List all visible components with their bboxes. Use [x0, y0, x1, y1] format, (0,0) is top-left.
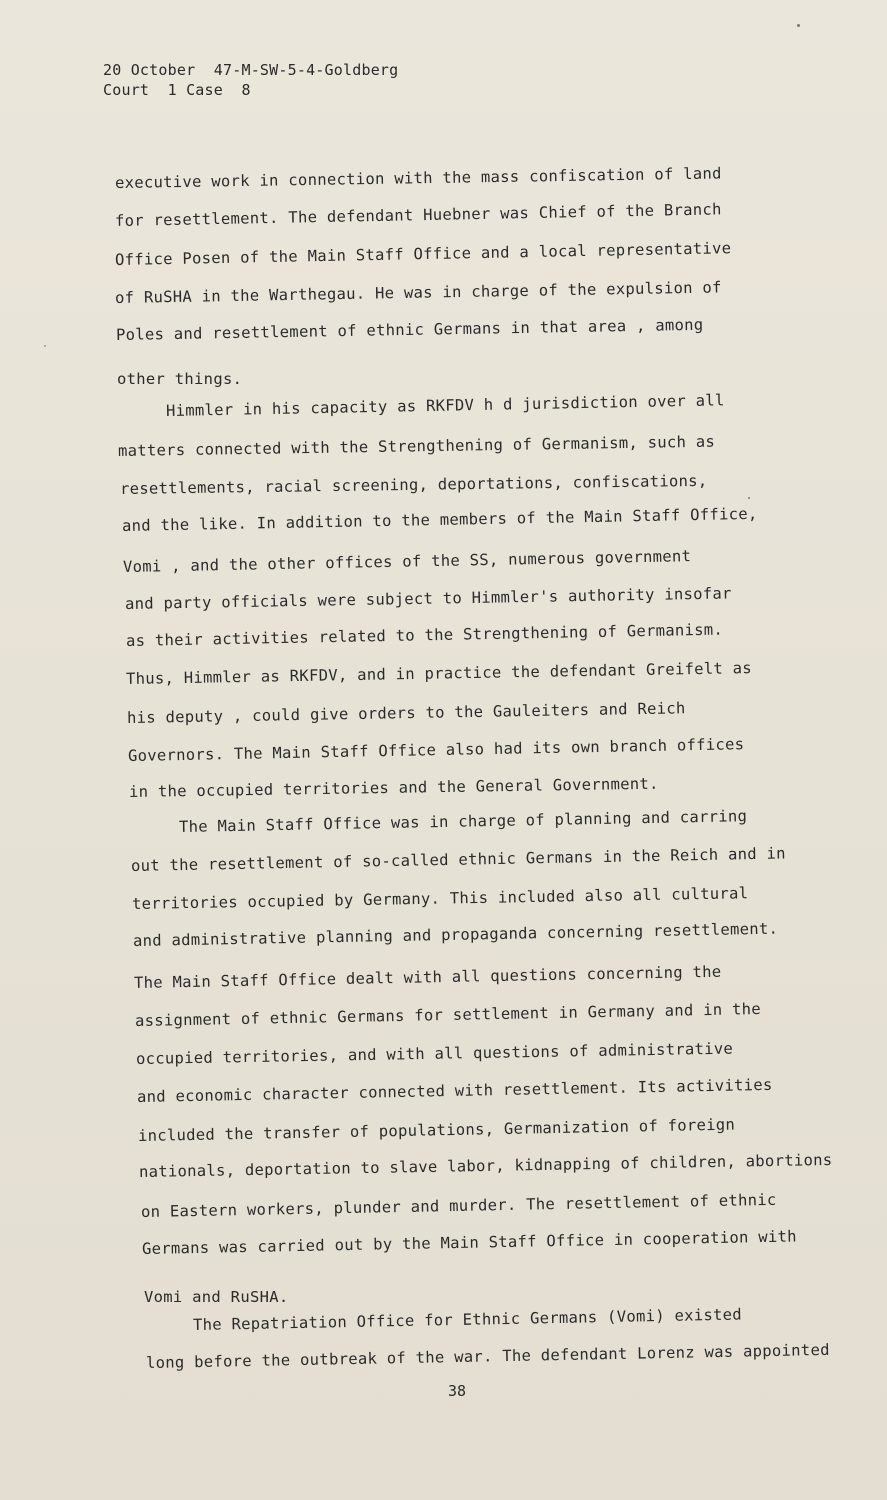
text-line: of RuSHA in the Warthegau. He was in charge of the expulsion of [114, 278, 722, 307]
text-line: Thus, Himmler as RKFDV, and in practice the defendant Greifelt as [125, 659, 753, 688]
text-line: The Repatriation Office for Ethnic Germans (Vomi) existed [192, 1305, 743, 1334]
text-line: and economic character connected with resettlement. Its activities [136, 1075, 773, 1106]
text-line: included the transfer of populations, Germanization of foreign [137, 1115, 736, 1145]
text-line: his deputy , could give orders to the Gauleiters and Reich [126, 699, 686, 727]
text-line: resettlements, racial screening, deportations, confiscations, [119, 471, 708, 498]
text-line: and the like. In addition to the members of the Main Staff Office, [121, 504, 758, 535]
text-line: as their activities related to the Strengthening of Germanism. [125, 620, 724, 650]
text-line: The Main Staff Office dealt with all questions concerning the [133, 962, 722, 992]
text-line: The Main Staff Office was in charge of planning and carring [178, 807, 748, 836]
paper-speck [797, 24, 800, 27]
text-line: and administrative planning and propaganda concerning resettlement. [132, 919, 779, 950]
header-court-line: Court 1 Case 8 [103, 81, 251, 99]
document-header [103, 60, 398, 100]
text-line: Poles and resettlement of ethnic Germans in that area , among [115, 315, 704, 344]
text-line: Vomi , and the other offices of the SS, numerous government [122, 547, 692, 576]
text-line: other things. [117, 370, 243, 388]
text-line: in the occupied territories and the General Government. [128, 774, 659, 801]
text-line: nationals, deportation to slave labor, kidnapping of children, abortions [138, 1150, 833, 1181]
text-line: territories occupied by Germany. This included also all cultural [131, 884, 749, 913]
text-line: assignment of ethnic Germans for settlement in Germany and in the [134, 999, 762, 1030]
text-line: on Eastern workers, plunder and murder. The resettlement of ethnic [140, 1190, 777, 1221]
text-line: out the resettlement of so-called ethnic Germans in the Reich and in [130, 844, 787, 875]
paper-speck [748, 497, 750, 499]
text-line: Office Posen of the Main Staff Office and a local representative [114, 239, 732, 269]
text-line: matters connected with the Strengthening of Germanism, such as [117, 432, 716, 460]
text-line: Germans was carried out by the Main Staff Office in cooperation with [141, 1227, 798, 1258]
text-line: for resettlement. The defendant Huebner was Chief of the Branch [114, 200, 722, 230]
text-line: long before the outbreak of the war. The defendant Lorenz was appointed [145, 1340, 830, 1372]
page-number: 38 [448, 1382, 467, 1400]
text-line: Vomi and RuSHA. [144, 1288, 289, 1306]
text-line: Governors. The Main Staff Office also had its own branch offices [127, 735, 745, 765]
text-line: Himmler in his capacity as RKFDV h d jurisdiction over all [165, 391, 725, 420]
paper-speck [44, 345, 46, 347]
text-line: and party officials were subject to Himmler's authority insofar [124, 584, 732, 613]
text-line: occupied territories, and with all questions of administrative [135, 1039, 734, 1068]
header-reference-line: 20 October 47-M-SW-5-4-Goldberg [103, 61, 399, 79]
text-line: executive work in connection with the mass confiscation of land [114, 164, 722, 192]
